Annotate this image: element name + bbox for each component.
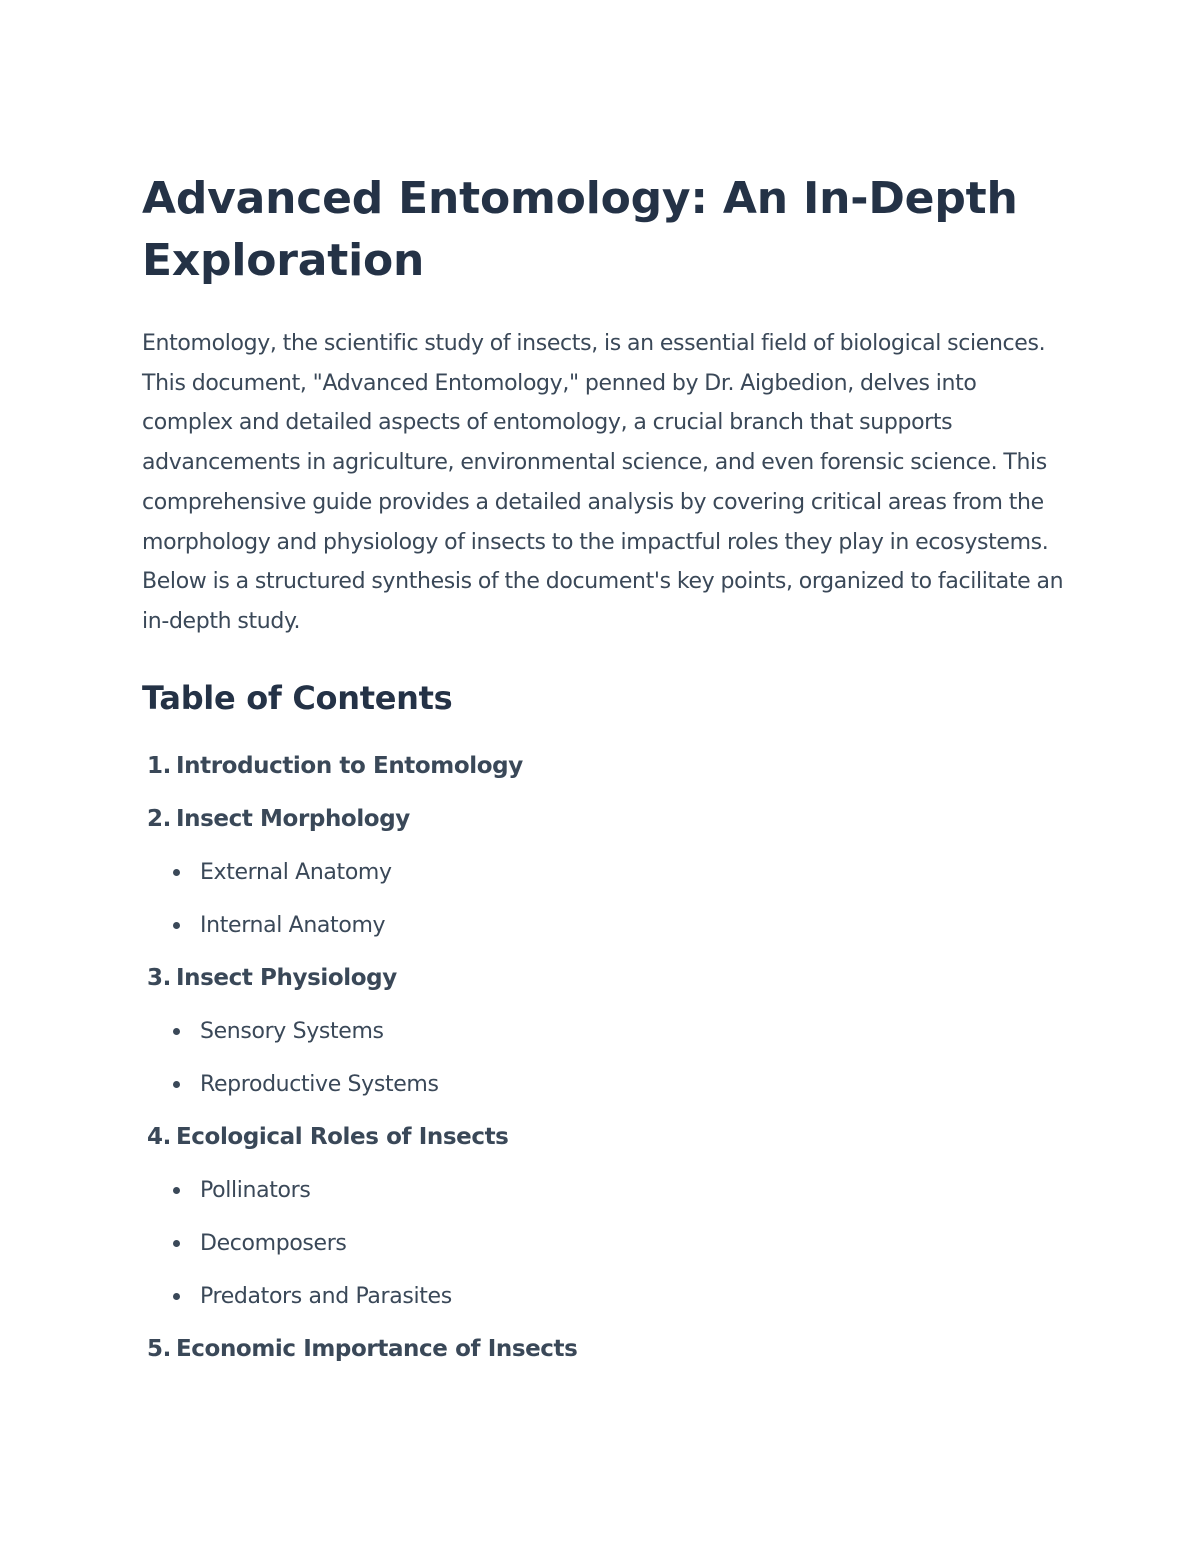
toc-section-title: Economic Importance of Insects: [176, 1335, 578, 1362]
toc-section: [142, 740, 1072, 793]
toc-subsection-title: Pollinators: [200, 1177, 311, 1203]
bullet-icon: [173, 1187, 180, 1194]
toc-subsection: [142, 1005, 1072, 1058]
bullet-icon: [173, 869, 180, 876]
toc-section-number: 3.: [147, 964, 171, 991]
bullet-icon: [173, 1028, 180, 1035]
bullet-icon: [173, 922, 180, 929]
toc-section-title: Introduction to Entomology: [176, 752, 523, 779]
toc-subsection-title: Predators and Parasites: [200, 1283, 452, 1309]
toc-subsection: [142, 1164, 1072, 1217]
toc-section-number: 2.: [147, 805, 171, 832]
toc-section-title: Insect Morphology: [176, 805, 410, 832]
toc-section-number: 4.: [147, 1123, 171, 1150]
toc-subsection-title: Reproductive Systems: [200, 1071, 439, 1097]
bullet-icon: [173, 1081, 180, 1088]
document-title: Advanced Entomology: An In-Depth Exploration: [142, 173, 1018, 286]
toc-subsection: [142, 899, 1072, 952]
toc-subsection: [142, 846, 1072, 899]
toc-section: [142, 952, 1072, 1111]
bullet-icon: [173, 1293, 180, 1300]
toc-subsection: [142, 1217, 1072, 1270]
toc-section-title: Ecological Roles of Insects: [176, 1123, 509, 1150]
toc-subsection-title: Decomposers: [200, 1230, 347, 1256]
toc-subsection-list: [142, 1005, 1072, 1111]
intro-paragraph: Entomology, the scientific study of insects, is an essential field of biological sciences. This document, "Advanced Entomology," penned by Dr. Aigbedion, delves into complex and detailed aspects of entomology, a crucial branch that supports advancements in agriculture, environmental science, and even forensic science. This comprehensive guide provides a detailed analysis by covering critical areas from the morphology and physiology of insects to the impactful roles they play in ecosystems. Below is a structured synthesis of the document's key points, organized to facilitate an in-depth study.: [142, 331, 1064, 634]
toc-section-number: 1.: [147, 752, 171, 779]
toc-subsection-title: External Anatomy: [200, 859, 392, 885]
toc-section: [142, 1323, 1072, 1376]
toc-section-number: 5.: [147, 1335, 171, 1362]
bullet-icon: [173, 1240, 180, 1247]
toc-section: [142, 793, 1072, 952]
toc-subsection-title: Internal Anatomy: [200, 912, 386, 938]
toc-section-title: Insect Physiology: [176, 964, 397, 991]
toc-subsection: [142, 1058, 1072, 1111]
toc-heading: Table of Contents: [142, 678, 453, 717]
table-of-contents: [142, 740, 1072, 1376]
toc-subsection-list: [142, 1164, 1072, 1323]
toc-subsection-list: [142, 846, 1072, 952]
document-page: [142, 168, 1072, 1376]
toc-subsection: [142, 1270, 1072, 1323]
toc-section: [142, 1111, 1072, 1323]
toc-subsection-title: Sensory Systems: [200, 1018, 384, 1044]
